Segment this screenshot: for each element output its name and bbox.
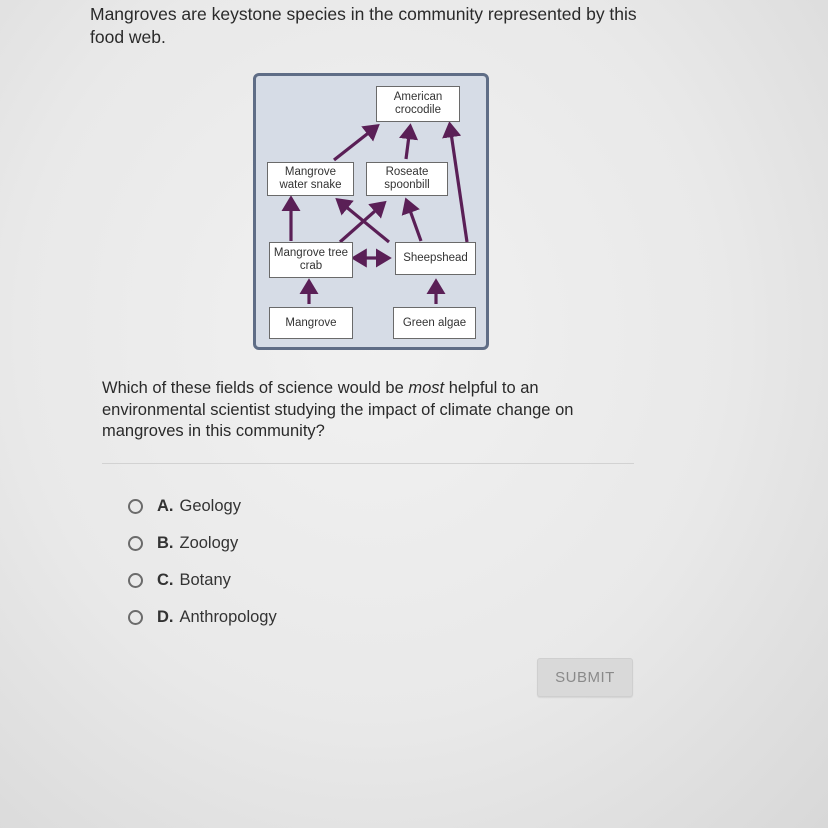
arrow-snake-to-crocodile <box>334 127 376 160</box>
intro-text: Mangroves are keystone species in the community represented by this food web. <box>90 4 637 47</box>
choice-c[interactable] <box>128 562 277 599</box>
arrow-spoonbill-to-crocodile <box>406 128 410 159</box>
choice-label-d: Anthropology <box>179 608 277 626</box>
arrow-sheepshead-to-spoonbill <box>407 202 421 241</box>
radio-button-d[interactable] <box>128 610 143 625</box>
choice-letter-a: A. <box>157 497 174 515</box>
choice-a[interactable] <box>128 488 277 525</box>
arrow-crab-to-spoonbill <box>340 204 383 242</box>
question-text <box>102 378 622 443</box>
radio-button-a[interactable] <box>128 499 143 514</box>
choice-letter-b: B. <box>157 534 174 552</box>
node-green-algae: Green algae <box>393 307 476 339</box>
node-mangrove-water-snake: Mangrove water snake <box>267 162 354 196</box>
choice-label-b: Zoology <box>179 534 239 552</box>
choice-label-a: Geology <box>179 497 241 515</box>
choice-letter-d: D. <box>157 608 174 626</box>
arrow-sheepshead-to-crocodile <box>450 126 467 242</box>
choice-b[interactable] <box>128 525 277 562</box>
node-mangrove: Mangrove <box>269 307 353 339</box>
answer-choices <box>128 488 277 636</box>
question-emphasis: most <box>408 379 445 397</box>
choice-label-c: Botany <box>179 571 231 589</box>
choice-d[interactable] <box>128 599 277 636</box>
divider <box>102 463 634 464</box>
question-text-end: helpful to an environmental scientist studying the impact of climate change on mangroves in this community? <box>102 379 574 440</box>
radio-button-b[interactable] <box>128 536 143 551</box>
question-text-start: Which of these fields of science would be <box>102 379 409 397</box>
node-american-crocodile: American crocodile <box>376 86 460 122</box>
food-web-diagram <box>253 73 489 350</box>
node-roseate-spoonbill: Roseate spoonbill <box>366 162 448 196</box>
radio-button-c[interactable] <box>128 573 143 588</box>
node-sheepshead: Sheepshead <box>395 242 476 275</box>
node-mangrove-tree-crab: Mangrove tree crab <box>269 242 353 278</box>
submit-button[interactable]: SUBMIT <box>537 658 633 697</box>
choice-letter-c: C. <box>157 571 174 589</box>
